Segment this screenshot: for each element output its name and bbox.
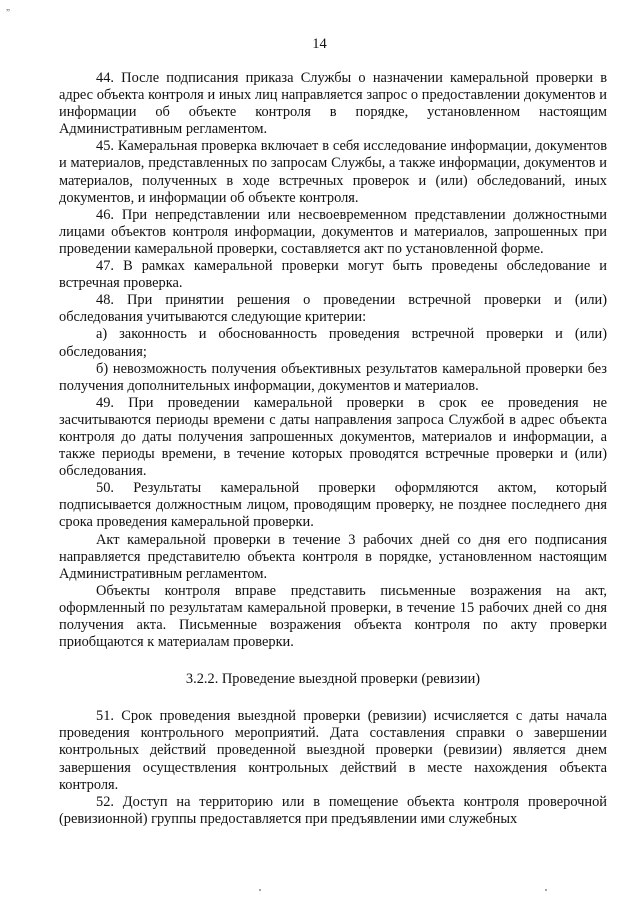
paragraph-objections: Объекты контроля вправе представить письменные возражения на акт, оформленный по результатам камеральной проверки, в течение 15 рабочих дней со дня получения акта. Письменные возражения объекта контроля по акту проверки приобщаются к материалам проверки. — [59, 582, 607, 651]
scan-corner-mark: „ — [6, 2, 10, 12]
paragraph-48-b: б) невозможность получения объективных результатов камеральной проверки без получения дополнительных информации, документов и материалов. — [59, 360, 607, 394]
paragraph-45: 45. Камеральная проверка включает в себя исследование информации, документов и материалов, представленных по запросам Службы, а также информации, документов и материалов, полученных в ходе встречных проверок и (или) обследований, иных документов, и информации об объекте контроля. — [59, 138, 607, 206]
paragraph-49: 49. При проведении камеральной проверки в срок ее проведения не засчитываются периоды времени с даты направления запроса Службой в адрес объекта контроля до даты получения запрошенных документов, материалов и информации, а также периоды времени, в течение которых проводятся встречные проверки и (или) обследования. — [59, 394, 607, 480]
document-body — [59, 70, 607, 828]
paragraph-47: 47. В рамках камеральной проверки могут быть проведены обследование и встречная проверка. — [59, 258, 607, 292]
section-heading: 3.2.2. Проведение выездной проверки (ревизии) — [185, 671, 481, 688]
paragraph-51: 51. Срок проведения выездной проверки (ревизии) исчисляется с даты начала проведения контрольного мероприятий. Дата составления справки о завершении контрольных действий проведенной выездной проверки (ревизии) является днем завершения осуществления контрольных действий в месте нахождения объекта контроля. — [59, 708, 607, 793]
scan-speck — [545, 889, 547, 891]
paragraph-46: 46. При непредставлении или несвоевременном представлении должностными лицами объектов контроля информации, документов и материалов, запрошенных при проведении камеральной проверки, составляется акт по установленной форме. — [59, 206, 607, 257]
paragraph-48: 48. При принятии решения о проведении встречной проверки и (или) обследования учитываются следующие критерии: — [59, 292, 607, 326]
page-number: 14 — [312, 36, 327, 52]
paragraph-52: 52. Доступ на территорию или в помещение объекта контроля проверочной (ревизионной) группы предоставляется при предъявлении ими служебных — [59, 793, 607, 827]
paragraph-48-a: а) законность и обоснованность проведения встречной проверки и (или) обследования; — [59, 326, 607, 360]
paragraph-44: 44. После подписания приказа Службы о назначении камеральной проверки в адрес объекта контроля и иных лиц направляется запрос о предоставлении документов и информации об объекте контроля в порядке, установленном настоящим Административным регламентом. — [59, 70, 607, 138]
paragraph-act-delivery: Акт камеральной проверки в течение 3 рабочих дней со дня его подписания направляется представителю объекта контроля в порядке, установленном настоящим Административным регламентом. — [59, 531, 607, 582]
paragraph-50: 50. Результаты камеральной проверки оформляются актом, который подписывается должностным лицом, проводящим проверку, не позднее последнего дня срока проведения камеральной проверки. — [59, 480, 607, 531]
scan-speck — [259, 889, 261, 891]
